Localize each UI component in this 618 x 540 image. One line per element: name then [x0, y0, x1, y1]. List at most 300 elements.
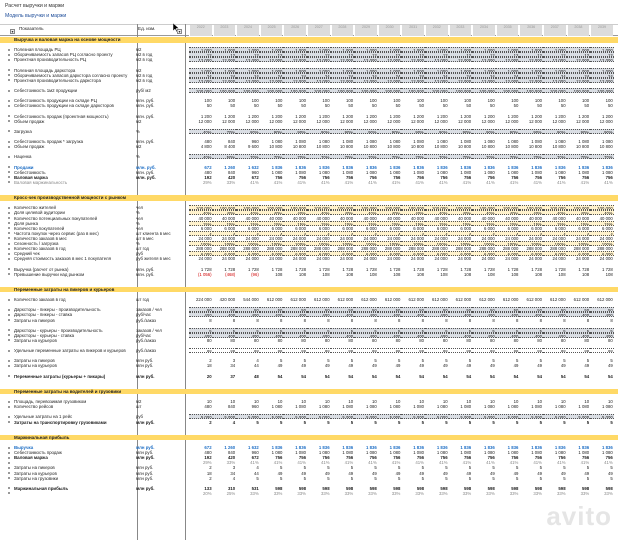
table-cell[interactable]: 1 836: [554, 445, 566, 450]
table-cell[interactable]: 40%: [354, 210, 378, 215]
row-group-marker-icon[interactable]: [8, 120, 10, 122]
table-cell[interactable]: 6 000: [484, 225, 495, 231]
table-cell[interactable]: 40 000: [599, 215, 613, 221]
table-cell[interactable]: 10: [537, 399, 542, 405]
row-group-marker-icon[interactable]: [8, 222, 10, 224]
table-cell[interactable]: 5: [350, 475, 354, 481]
table-cell[interactable]: 1 080: [554, 139, 566, 144]
table-cell[interactable]: 400: [401, 333, 425, 338]
table-cell[interactable]: 1 080: [507, 139, 519, 144]
row-group-marker-icon[interactable]: [8, 166, 10, 168]
table-cell[interactable]: 50: [277, 103, 283, 109]
table-cell[interactable]: 8 400: [224, 144, 236, 150]
table-cell[interactable]: 70%: [331, 154, 355, 159]
table-cell[interactable]: 40%: [425, 210, 449, 215]
table-cell[interactable]: 5: [445, 419, 448, 425]
table-cell[interactable]: 12 000: [505, 118, 519, 124]
table-cell[interactable]: 612 000: [290, 297, 306, 303]
table-cell[interactable]: 50: [584, 103, 590, 109]
table-cell[interactable]: 1 000: [590, 68, 614, 73]
table-cell[interactable]: 5: [516, 419, 519, 425]
table-cell[interactable]: 1 836: [271, 445, 283, 450]
table-cell[interactable]: 1 080: [295, 404, 306, 410]
table-cell[interactable]: 960: [251, 169, 259, 175]
table-cell[interactable]: 41%: [462, 179, 472, 185]
table-cell[interactable]: 5 000: [260, 414, 284, 419]
table-cell[interactable]: 24 000: [198, 235, 212, 241]
table-cell[interactable]: 100 000: [213, 205, 237, 210]
table-cell[interactable]: 88: [519, 348, 543, 353]
table-cell[interactable]: 41%: [486, 179, 495, 185]
table-cell[interactable]: 90%: [519, 129, 543, 134]
table-cell[interactable]: 41%: [556, 460, 566, 466]
table-cell[interactable]: 756: [298, 455, 306, 461]
table-cell[interactable]: 1 000: [519, 68, 543, 73]
table-cell[interactable]: 50: [372, 103, 377, 109]
table-cell[interactable]: 10: [277, 399, 283, 405]
table-cell[interactable]: 612 000: [526, 297, 542, 303]
table-cell[interactable]: 5: [539, 358, 542, 364]
table-cell[interactable]: 10: [419, 399, 424, 405]
table-cell[interactable]: 5: [519, 328, 543, 333]
table-cell[interactable]: 80: [254, 337, 259, 343]
row-group-marker-icon[interactable]: [8, 273, 10, 275]
table-cell[interactable]: 5: [421, 465, 424, 471]
table-cell[interactable]: 49: [560, 470, 566, 476]
table-cell[interactable]: 10 800: [340, 144, 354, 150]
table-cell[interactable]: 5: [283, 328, 307, 333]
table-cell[interactable]: 12 000: [543, 57, 567, 62]
row-group-marker-icon[interactable]: [8, 105, 10, 107]
table-cell[interactable]: 100 000: [307, 88, 331, 93]
table-cell[interactable]: 15%: [354, 221, 378, 226]
table-cell[interactable]: 1 836: [366, 445, 377, 450]
table-cell[interactable]: 90%: [307, 129, 331, 134]
table-cell[interactable]: 33%: [344, 490, 354, 496]
table-cell[interactable]: 400: [378, 333, 402, 338]
table-cell[interactable]: 12 000: [401, 57, 425, 62]
table-cell[interactable]: 400: [213, 333, 237, 338]
table-cell[interactable]: 12 000: [481, 118, 495, 124]
table-cell[interactable]: 41%: [250, 460, 259, 466]
table-cell[interactable]: 40%: [590, 210, 614, 215]
table-cell[interactable]: 288 000: [384, 246, 401, 252]
table-cell[interactable]: 49: [277, 363, 283, 369]
table-cell[interactable]: 88: [378, 348, 402, 353]
row-group-marker-icon[interactable]: [8, 406, 10, 408]
table-cell[interactable]: 8: [209, 317, 212, 323]
table-cell[interactable]: 12 000: [458, 118, 472, 124]
table-cell[interactable]: 1 728: [342, 266, 354, 272]
table-cell[interactable]: 612 000: [502, 297, 519, 303]
table-cell[interactable]: 49: [490, 363, 495, 369]
row-group-marker-icon[interactable]: [8, 207, 10, 209]
table-cell[interactable]: 50: [189, 307, 213, 312]
table-cell[interactable]: 6 000: [543, 251, 567, 256]
table-cell[interactable]: 5: [350, 465, 354, 471]
table-cell[interactable]: 15%: [213, 221, 237, 226]
table-cell[interactable]: 50: [301, 103, 306, 109]
table-cell[interactable]: 40%: [213, 210, 237, 215]
table-cell[interactable]: 50: [378, 307, 402, 312]
table-cell[interactable]: 5: [492, 419, 495, 425]
table-cell[interactable]: 49: [608, 470, 613, 476]
table-cell[interactable]: 50: [324, 103, 330, 109]
table-cell[interactable]: 1 200: [578, 113, 590, 119]
table-cell[interactable]: 40%: [449, 210, 473, 215]
table-cell[interactable]: 5: [327, 475, 330, 481]
table-cell[interactable]: 100: [369, 98, 377, 104]
table-cell[interactable]: 33%: [391, 490, 401, 496]
table-cell[interactable]: 88: [283, 348, 307, 353]
table-cell[interactable]: 100%: [213, 241, 237, 246]
table-cell[interactable]: 598: [534, 485, 542, 491]
table-cell[interactable]: 288 000: [266, 246, 283, 252]
table-cell[interactable]: (1 056): [197, 271, 212, 277]
table-cell[interactable]: 70%: [496, 154, 520, 159]
table-cell[interactable]: 10 800: [458, 144, 472, 150]
table-cell[interactable]: 34: [230, 470, 236, 476]
row-group-marker-icon[interactable]: [8, 314, 10, 316]
table-cell[interactable]: 24 000: [552, 235, 566, 241]
table-cell[interactable]: 6 000: [189, 251, 213, 256]
table-cell[interactable]: 5: [516, 465, 519, 471]
table-cell[interactable]: 1 836: [436, 445, 448, 450]
table-cell[interactable]: 288 000: [550, 246, 566, 252]
table-cell[interactable]: 1 080: [484, 450, 495, 456]
table-cell[interactable]: 108: [369, 271, 377, 277]
table-cell[interactable]: 40%: [567, 210, 591, 215]
table-cell[interactable]: 100%: [401, 241, 425, 246]
table-cell[interactable]: 1 080: [342, 404, 354, 410]
table-cell[interactable]: 6 000: [449, 251, 473, 256]
table-cell[interactable]: 1 080: [554, 450, 566, 456]
table-cell[interactable]: 24: [496, 73, 520, 78]
table-cell[interactable]: 5 000: [590, 414, 614, 419]
table-cell[interactable]: 12 000: [387, 118, 401, 124]
table-cell[interactable]: 90%: [472, 129, 496, 134]
table-cell[interactable]: 1 000: [283, 68, 307, 73]
table-cell[interactable]: 612 000: [455, 297, 472, 303]
table-cell[interactable]: 756: [582, 455, 590, 461]
table-cell[interactable]: 288 000: [502, 246, 519, 252]
table-cell[interactable]: 5: [307, 328, 331, 333]
table-cell[interactable]: 5: [610, 465, 613, 471]
table-cell[interactable]: 1 080: [436, 404, 448, 410]
table-cell[interactable]: 400: [496, 333, 520, 338]
table-cell[interactable]: 10: [301, 399, 306, 405]
table-cell[interactable]: 24: [449, 73, 473, 78]
table-cell[interactable]: 8: [516, 317, 519, 323]
table-cell[interactable]: 400: [543, 312, 567, 317]
table-cell[interactable]: 5: [563, 465, 566, 471]
table-cell[interactable]: 40%: [543, 210, 567, 215]
table-cell[interactable]: 10: [206, 399, 212, 405]
table-cell[interactable]: 100%: [496, 241, 520, 246]
table-cell[interactable]: 5: [256, 475, 259, 481]
table-cell[interactable]: 5: [468, 475, 472, 481]
table-cell[interactable]: 50: [419, 103, 424, 109]
table-cell[interactable]: 756: [582, 174, 590, 180]
table-cell[interactable]: 100 000: [472, 88, 496, 93]
table-cell[interactable]: 24: [590, 73, 614, 78]
table-cell[interactable]: 12: [543, 52, 567, 57]
table-cell[interactable]: 40 000: [292, 215, 306, 221]
table-cell[interactable]: 1 728: [271, 266, 283, 272]
table-cell[interactable]: 1 080: [318, 450, 330, 456]
table-cell[interactable]: 840: [228, 450, 236, 456]
table-cell[interactable]: 15%: [236, 221, 260, 226]
table-cell[interactable]: 6 000: [318, 225, 330, 231]
table-cell[interactable]: 4: [401, 231, 425, 236]
table-cell[interactable]: 70%: [567, 154, 591, 159]
table-cell[interactable]: 612 000: [314, 297, 330, 303]
table-cell[interactable]: 12 000: [599, 118, 613, 124]
table-cell[interactable]: 37: [230, 373, 236, 379]
table-cell[interactable]: 24 000: [410, 235, 424, 241]
table-cell[interactable]: 4: [232, 419, 236, 425]
table-cell[interactable]: 12: [401, 52, 425, 57]
table-cell[interactable]: 1 728: [484, 266, 495, 272]
table-cell[interactable]: 108: [416, 271, 424, 277]
table-cell[interactable]: 1 200: [531, 113, 542, 119]
table-cell[interactable]: 100 000: [519, 205, 543, 210]
table-cell[interactable]: 480: [204, 404, 212, 410]
row-group-marker-icon[interactable]: [8, 401, 10, 403]
table-cell[interactable]: 1 000: [378, 68, 402, 73]
table-cell[interactable]: 108: [558, 271, 566, 277]
table-cell[interactable]: 756: [511, 174, 519, 180]
table-cell[interactable]: 6 000: [331, 251, 355, 256]
table-cell[interactable]: 400: [236, 333, 260, 338]
table-cell[interactable]: 100: [275, 98, 283, 104]
table-cell[interactable]: 288 000: [314, 246, 330, 252]
table-cell[interactable]: 5: [539, 465, 542, 471]
row-group-marker-icon[interactable]: [8, 212, 10, 214]
table-cell[interactable]: 5: [354, 328, 378, 333]
table-cell[interactable]: 50: [206, 103, 212, 109]
table-cell[interactable]: 8: [303, 317, 306, 323]
table-cell[interactable]: 6 000: [602, 225, 613, 231]
table-cell[interactable]: 108: [275, 271, 283, 277]
table-cell[interactable]: 960: [251, 404, 259, 410]
table-cell[interactable]: 400: [567, 312, 591, 317]
table-cell[interactable]: 108: [511, 271, 519, 277]
table-cell[interactable]: 1 080: [507, 404, 519, 410]
table-cell[interactable]: 1 080: [318, 404, 330, 410]
table-cell[interactable]: 1 000: [331, 68, 355, 73]
table-cell[interactable]: 9 600: [248, 144, 259, 150]
row-group-marker-icon[interactable]: [8, 329, 10, 331]
table-cell[interactable]: 5: [350, 419, 354, 425]
table-cell[interactable]: 5 000: [519, 414, 543, 419]
table-cell[interactable]: 1 836: [460, 445, 472, 450]
table-cell[interactable]: 100 000: [472, 205, 496, 210]
table-cell[interactable]: 1 000: [378, 47, 402, 52]
table-cell[interactable]: 100 000: [543, 88, 567, 93]
table-cell[interactable]: 1 080: [507, 169, 519, 175]
table-cell[interactable]: 90%: [283, 129, 307, 134]
table-cell[interactable]: 1 080: [271, 139, 283, 144]
table-cell[interactable]: 41%: [533, 179, 542, 185]
table-cell[interactable]: 108: [298, 271, 306, 277]
table-cell[interactable]: 49: [442, 363, 448, 369]
table-cell[interactable]: 100 000: [213, 88, 237, 93]
table-cell[interactable]: 12 000: [189, 57, 213, 62]
table-cell[interactable]: 1 836: [578, 164, 590, 170]
table-cell[interactable]: 12: [307, 52, 331, 57]
row-group-marker-icon[interactable]: [8, 253, 10, 255]
table-cell[interactable]: 70%: [401, 154, 425, 159]
table-cell[interactable]: 100%: [567, 241, 591, 246]
table-cell[interactable]: 100 000: [189, 88, 213, 93]
table-cell[interactable]: (468): [225, 271, 236, 277]
table-cell[interactable]: 100 000: [378, 88, 402, 93]
table-cell[interactable]: 80: [277, 337, 283, 343]
table-cell[interactable]: 6 000: [307, 251, 331, 256]
table-cell[interactable]: 49: [442, 470, 448, 476]
row-group-marker-icon[interactable]: [8, 248, 10, 250]
table-cell[interactable]: 400: [519, 333, 543, 338]
row-group-marker-icon[interactable]: [8, 299, 10, 301]
table-cell[interactable]: 24: [519, 73, 543, 78]
table-cell[interactable]: 24: [307, 73, 331, 78]
table-cell[interactable]: 24: [401, 73, 425, 78]
table-cell[interactable]: 24 000: [292, 235, 306, 241]
table-cell[interactable]: 5 000: [307, 414, 331, 419]
table-cell[interactable]: 12: [519, 52, 543, 57]
table-cell[interactable]: 12: [236, 52, 260, 57]
table-cell[interactable]: 1 836: [413, 445, 424, 450]
table-cell[interactable]: 598: [393, 485, 401, 491]
table-cell[interactable]: 400: [213, 312, 237, 317]
table-cell[interactable]: 5 000: [378, 414, 402, 419]
table-cell[interactable]: 8: [563, 317, 566, 323]
row-group-marker-icon[interactable]: [8, 90, 10, 92]
table-cell[interactable]: 5: [327, 419, 330, 425]
table-cell[interactable]: 24: [472, 73, 496, 78]
table-cell[interactable]: 12: [189, 52, 213, 57]
table-cell[interactable]: 40 000: [552, 215, 566, 221]
table-cell[interactable]: 6 000: [354, 251, 378, 256]
table-cell[interactable]: 5: [586, 358, 590, 364]
row-group-marker-icon[interactable]: [8, 59, 10, 61]
row-group-marker-icon[interactable]: [8, 237, 10, 239]
table-cell[interactable]: 598: [298, 485, 306, 491]
table-cell[interactable]: 6 000: [213, 251, 237, 256]
table-cell[interactable]: 756: [275, 455, 283, 461]
table-cell[interactable]: 12 000: [198, 118, 212, 124]
table-cell[interactable]: 5: [374, 465, 377, 471]
table-cell[interactable]: 90%: [449, 129, 473, 134]
table-cell[interactable]: 1 836: [366, 164, 377, 170]
table-cell[interactable]: 6 000: [578, 225, 590, 231]
table-cell[interactable]: 100 000: [496, 88, 520, 93]
table-cell[interactable]: 10 800: [363, 144, 377, 150]
table-cell[interactable]: 1 000: [472, 68, 496, 73]
table-cell[interactable]: 5: [303, 358, 306, 364]
table-cell[interactable]: 40%: [472, 210, 496, 215]
table-cell[interactable]: 50: [401, 307, 425, 312]
table-cell[interactable]: 5: [563, 358, 566, 364]
table-cell[interactable]: 10 800: [481, 144, 495, 150]
table-cell[interactable]: 50: [567, 307, 591, 312]
table-cell[interactable]: 1 836: [318, 164, 330, 170]
table-cell[interactable]: 1 080: [531, 450, 542, 456]
table-cell[interactable]: 5 000: [331, 414, 355, 419]
table-cell[interactable]: 12: [567, 52, 591, 57]
table-cell[interactable]: 1 000: [449, 68, 473, 73]
table-cell[interactable]: 1 080: [602, 169, 613, 175]
table-cell[interactable]: 5: [260, 328, 284, 333]
table-cell[interactable]: 756: [487, 174, 495, 180]
table-cell[interactable]: 400: [260, 312, 284, 317]
table-cell[interactable]: 288 000: [455, 246, 472, 252]
table-cell[interactable]: 10 800: [316, 144, 330, 150]
table-cell[interactable]: 420 000: [219, 297, 236, 303]
table-cell[interactable]: 1 836: [342, 164, 354, 170]
table-cell[interactable]: 40%: [307, 210, 331, 215]
table-cell[interactable]: 756: [393, 455, 401, 461]
table-cell[interactable]: 24 000: [222, 235, 236, 241]
table-cell[interactable]: 10: [254, 399, 259, 405]
table-cell[interactable]: 1 728: [389, 266, 401, 272]
table-cell[interactable]: 88: [354, 348, 378, 353]
table-cell[interactable]: 840: [228, 139, 236, 144]
table-cell[interactable]: 1 080: [389, 450, 401, 456]
table-cell[interactable]: 34: [230, 363, 236, 369]
table-cell[interactable]: 12 000: [354, 57, 378, 62]
table-cell[interactable]: 40%: [283, 210, 307, 215]
table-cell[interactable]: 1 080: [318, 139, 330, 144]
table-cell[interactable]: 24 000: [481, 256, 495, 262]
table-cell[interactable]: 88: [236, 348, 260, 353]
table-cell[interactable]: 50: [490, 103, 495, 109]
table-cell[interactable]: 5: [425, 328, 449, 333]
table-cell[interactable]: 41%: [604, 460, 613, 466]
table-cell[interactable]: 24 000: [269, 256, 283, 262]
table-cell[interactable]: 24 000: [222, 256, 236, 262]
table-cell[interactable]: 40 000: [505, 215, 519, 221]
table-cell[interactable]: 15%: [496, 221, 520, 226]
table-cell[interactable]: 756: [416, 174, 424, 180]
table-cell[interactable]: 80: [372, 337, 377, 343]
table-cell[interactable]: 108: [393, 271, 401, 277]
table-cell[interactable]: 1 080: [413, 404, 424, 410]
table-cell[interactable]: 1 200: [318, 113, 330, 119]
table-cell[interactable]: 100 000: [236, 205, 260, 210]
table-cell[interactable]: 40 000: [245, 215, 259, 221]
table-cell[interactable]: 5: [590, 328, 614, 333]
table-cell[interactable]: 40%: [189, 129, 213, 134]
table-cell[interactable]: 80: [301, 337, 306, 343]
table-cell[interactable]: 29%: [202, 179, 212, 185]
row-group-marker-icon[interactable]: [8, 54, 10, 56]
table-cell[interactable]: 6 000: [295, 225, 306, 231]
table-cell[interactable]: 24 000: [245, 256, 259, 262]
table-cell[interactable]: 6 000: [496, 251, 520, 256]
table-cell[interactable]: 33%: [462, 490, 472, 496]
table-cell[interactable]: 544 000: [243, 297, 259, 303]
table-cell[interactable]: 672: [251, 174, 259, 180]
table-cell[interactable]: 8: [539, 317, 542, 323]
table-cell[interactable]: 40 000: [576, 215, 590, 221]
table-cell[interactable]: 41%: [344, 460, 354, 466]
table-cell[interactable]: 24: [543, 73, 567, 78]
row-group-marker-icon[interactable]: [8, 365, 10, 367]
table-cell[interactable]: 24 000: [434, 256, 448, 262]
table-cell[interactable]: 5: [303, 465, 306, 471]
